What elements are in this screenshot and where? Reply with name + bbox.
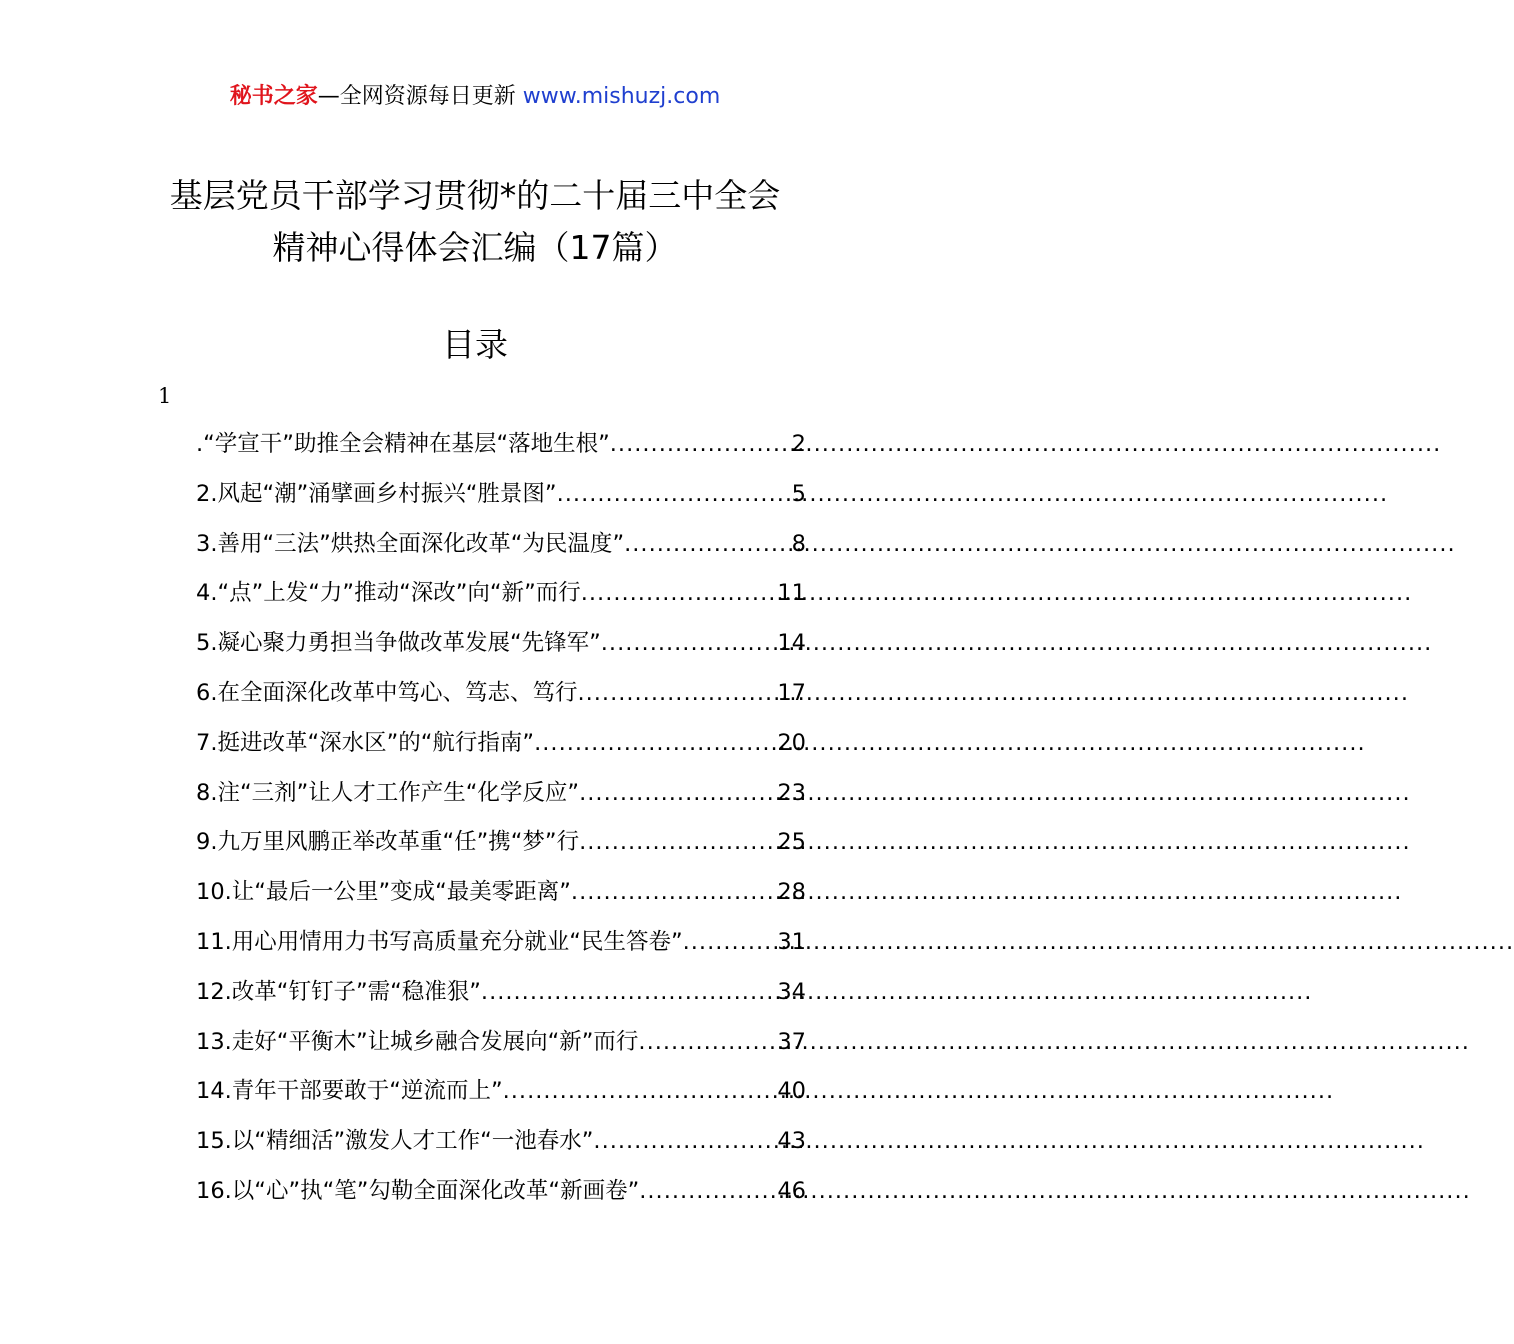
banner-tagline: —全网资源每日更新 [317,84,516,109]
toc-heading: 目录 [442,325,508,364]
site-url-link[interactable]: www.mishuzj.com [522,84,721,109]
site-banner [0,82,950,112]
toc-entry-title: 12.改革“钉钉子”需“稳准狠” [196,978,481,1005]
toc-leader-dots [579,819,777,865]
toc-entry-title: 6.在全面深化改革中笃心、笃志、笃行 [196,679,578,706]
toc-entry-page: 17 [777,679,806,706]
title-line-2: 精神心得体会汇编（17篇） [272,228,678,267]
toc-leader-dots [534,720,777,766]
toc-entry[interactable] [196,1118,806,1168]
toc-leader-dots [581,570,778,616]
toc-entry-page: 5 [791,480,806,507]
toc-leader-dots [571,869,777,915]
document-title [0,170,950,274]
toc-entry-title: 3.善用“三法”烘热全面深化改革“为民温度” [196,530,625,557]
toc-entry-title: 7.挺进改革“深水区”的“航行指南” [196,729,535,756]
toc-entry[interactable] [196,521,806,571]
table-of-contents [196,421,806,1218]
toc-leader-dots [481,969,777,1015]
brand-name: 秘书之家 [229,84,318,109]
toc-entry[interactable] [196,1168,806,1218]
toc-leader-dots [557,471,792,517]
toc-entry[interactable] [196,869,806,919]
toc-leader-dots [593,1118,777,1164]
toc-entry-page: 37 [777,1028,806,1055]
toc-entry-page: 25 [777,829,806,856]
toc-entry-page: 20 [777,729,806,756]
toc-entry-page: 40 [777,1078,806,1105]
toc-entry[interactable] [196,819,806,869]
toc-leader-dots [579,770,777,816]
toc-entry-title: 9.九万里风鹏正举改革重“任”携“梦”行 [196,829,580,856]
toc-leader-dots [639,1168,777,1214]
toc-entry[interactable] [196,720,806,770]
toc-leader-dots [601,620,778,666]
toc-entry-title: 15.以“精细活”激发人才工作“一池春水” [196,1128,594,1155]
toc-entry-title: 11.用心用情用力书写高质量充分就业“民生答卷” [196,928,683,955]
toc-entry-page: 14 [777,630,806,657]
toc-entry[interactable] [196,1019,806,1069]
toc-leader-dots [624,521,792,567]
toc-leader-dots [577,670,777,716]
toc-entry-title: 10.让“最后一公里”变成“最美零距离” [196,879,571,906]
toc-entry[interactable] [196,670,806,720]
toc-marker: 1 [158,384,172,408]
toc-leader-dots [638,1019,777,1065]
toc-entry[interactable] [196,620,806,670]
toc-entry-title: .“学宣干”助推全会精神在基层“落地生根” [196,431,610,457]
toc-entry-page: 11 [777,580,806,607]
toc-entry[interactable] [196,471,806,521]
toc-entry[interactable] [196,421,806,471]
toc-entry-page: 34 [777,978,806,1005]
toc-leader-dots [503,1068,778,1114]
toc-entry-page: 8 [791,530,806,557]
toc-entry-page: 28 [777,879,806,906]
toc-entry[interactable] [196,570,806,620]
toc-entry-title: 13.走好“平衡木”让城乡融合发展向“新”而行 [196,1028,639,1055]
toc-entry-page: 43 [777,1128,806,1155]
toc-entry-title: 2.风起“潮”涌擘画乡村振兴“胜景图” [196,480,557,507]
toc-entry[interactable] [196,1068,806,1118]
toc-entry-page: 2 [791,431,806,457]
toc-entry-title: 16.以“心”执“笔”勾勒全面深化改革“新画卷” [196,1177,640,1204]
toc-leader-dots [683,919,778,965]
toc-entry-page: 23 [777,779,806,806]
toc-entry-title: 8.注“三剂”让人才工作产生“化学反应” [196,779,580,806]
toc-entry[interactable] [196,969,806,1019]
toc-entry-title: 14.青年干部要敢于“逆流而上” [196,1078,503,1105]
toc-entry-title: 4.“点”上发“力”推动“深改”向“新”而行 [196,580,581,607]
toc-entry-page: 46 [777,1177,806,1204]
toc-leader-dots [610,421,792,467]
toc-entry-page: 31 [777,928,806,955]
toc-entry-title: 5.凝心聚力勇担当争做改革发展“先锋军” [196,630,601,657]
toc-entry[interactable] [196,919,806,969]
title-line-1: 基层党员干部学习贯彻*的二十届三中全会 [169,176,781,215]
toc-entry[interactable] [196,770,806,820]
